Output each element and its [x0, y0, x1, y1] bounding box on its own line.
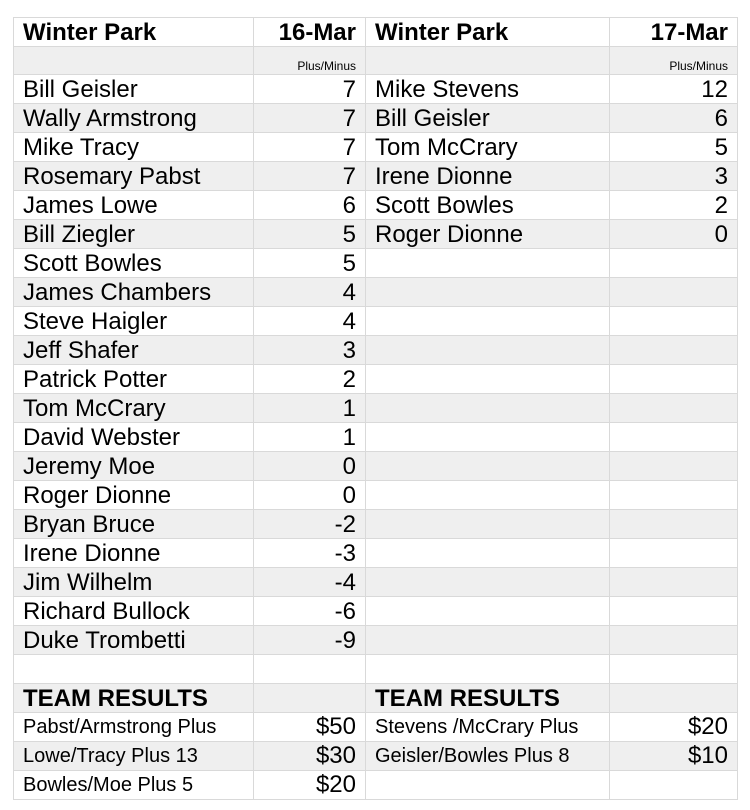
player-row: [14, 191, 738, 220]
left-player-score: 7: [254, 133, 366, 162]
empty-cell: [610, 307, 738, 336]
right-score-header: Plus/Minus: [610, 47, 738, 75]
right-player-score: 0: [610, 220, 738, 249]
left-player-score: 7: [254, 75, 366, 104]
right-player-name: Mike Stevens: [366, 75, 610, 104]
left-player-score: -2: [254, 510, 366, 539]
results-sheet-body: [14, 18, 738, 800]
results-sheet: [13, 17, 738, 800]
right-player-score: 2: [610, 191, 738, 220]
empty-cell: [366, 597, 610, 626]
empty-cell: [366, 568, 610, 597]
right-team-name: Geisler/Bowles Plus 8: [366, 742, 610, 771]
left-player-name: Patrick Potter: [14, 365, 254, 394]
left-player-score: 2: [254, 365, 366, 394]
empty-cell: [610, 771, 738, 800]
empty-cell: [610, 684, 738, 713]
empty-cell: [610, 278, 738, 307]
team-row: [14, 742, 738, 771]
empty-cell: [610, 539, 738, 568]
left-team-amount: $50: [254, 713, 366, 742]
right-team-amount: $10: [610, 742, 738, 771]
team-row: [14, 771, 738, 800]
left-player-name: Jim Wilhelm: [14, 568, 254, 597]
empty-cell: [610, 481, 738, 510]
spacer-row: [14, 655, 738, 684]
left-player-name: Bryan Bruce: [14, 510, 254, 539]
empty-cell: [610, 655, 738, 684]
player-row: [14, 307, 738, 336]
left-player-score: 0: [254, 481, 366, 510]
right-player-name: Irene Dionne: [366, 162, 610, 191]
left-player-name: Scott Bowles: [14, 249, 254, 278]
left-player-score: 5: [254, 220, 366, 249]
empty-cell: [366, 539, 610, 568]
empty-cell: [366, 365, 610, 394]
left-player-score: -9: [254, 626, 366, 655]
left-player-name: James Lowe: [14, 191, 254, 220]
team-row: [14, 713, 738, 742]
right-player-name: Scott Bowles: [366, 191, 610, 220]
left-player-name: Steve Haigler: [14, 307, 254, 336]
right-player-name: Roger Dionne: [366, 220, 610, 249]
empty-cell: [610, 423, 738, 452]
player-row: [14, 133, 738, 162]
player-row: [14, 626, 738, 655]
left-player-name: James Chambers: [14, 278, 254, 307]
subheader-row: [14, 47, 738, 75]
left-player-name: David Webster: [14, 423, 254, 452]
empty-cell: [366, 336, 610, 365]
player-row: [14, 452, 738, 481]
empty-cell: [610, 394, 738, 423]
player-row: [14, 423, 738, 452]
empty-cell: [610, 510, 738, 539]
empty-cell: [366, 249, 610, 278]
left-player-name: Roger Dionne: [14, 481, 254, 510]
right-player-name: Tom McCrary: [366, 133, 610, 162]
player-row: [14, 278, 738, 307]
right-team-name: Stevens /McCrary Plus: [366, 713, 610, 742]
empty-cell: [610, 365, 738, 394]
left-player-name: Rosemary Pabst: [14, 162, 254, 191]
left-player-score: -3: [254, 539, 366, 568]
empty-cell: [366, 655, 610, 684]
empty-cell: [14, 655, 254, 684]
player-row: [14, 104, 738, 133]
left-title: Winter Park: [14, 18, 254, 47]
empty-cell: [254, 655, 366, 684]
left-team-amount: $30: [254, 742, 366, 771]
empty-cell: [254, 684, 366, 713]
player-row: [14, 394, 738, 423]
left-player-name: Mike Tracy: [14, 133, 254, 162]
empty-cell: [366, 771, 610, 800]
empty-cell: [366, 47, 610, 75]
player-row: [14, 249, 738, 278]
left-team-amount: $20: [254, 771, 366, 800]
empty-cell: [366, 423, 610, 452]
left-player-score: 5: [254, 249, 366, 278]
left-player-score: 4: [254, 307, 366, 336]
left-player-score: 0: [254, 452, 366, 481]
left-player-name: Richard Bullock: [14, 597, 254, 626]
left-player-name: Irene Dionne: [14, 539, 254, 568]
right-team-title: TEAM RESULTS: [366, 684, 610, 713]
left-team-name: Bowles/Moe Plus 5: [14, 771, 254, 800]
player-row: [14, 597, 738, 626]
empty-cell: [366, 510, 610, 539]
left-player-score: 3: [254, 336, 366, 365]
player-row: [14, 568, 738, 597]
left-player-name: Duke Trombetti: [14, 626, 254, 655]
player-row: [14, 336, 738, 365]
left-team-title: TEAM RESULTS: [14, 684, 254, 713]
player-row: [14, 220, 738, 249]
left-player-name: Jeff Shafer: [14, 336, 254, 365]
player-row: [14, 75, 738, 104]
player-row: [14, 539, 738, 568]
left-team-name: Lowe/Tracy Plus 13: [14, 742, 254, 771]
left-player-score: -4: [254, 568, 366, 597]
left-player-score: 4: [254, 278, 366, 307]
empty-cell: [610, 626, 738, 655]
right-player-score: 5: [610, 133, 738, 162]
team-results-header-row: [14, 684, 738, 713]
header-row: [14, 18, 738, 47]
left-player-name: Tom McCrary: [14, 394, 254, 423]
left-player-name: Bill Geisler: [14, 75, 254, 104]
left-player-score: 1: [254, 394, 366, 423]
left-player-score: 1: [254, 423, 366, 452]
player-row: [14, 365, 738, 394]
empty-cell: [610, 597, 738, 626]
left-player-score: 7: [254, 104, 366, 133]
left-score-header: Plus/Minus: [254, 47, 366, 75]
right-date: 17-Mar: [610, 18, 738, 47]
right-player-score: 3: [610, 162, 738, 191]
player-row: [14, 162, 738, 191]
empty-cell: [14, 47, 254, 75]
left-player-score: 7: [254, 162, 366, 191]
right-player-score: 12: [610, 75, 738, 104]
left-player-name: Bill Ziegler: [14, 220, 254, 249]
empty-cell: [610, 568, 738, 597]
empty-cell: [610, 452, 738, 481]
player-row: [14, 481, 738, 510]
left-player-score: -6: [254, 597, 366, 626]
empty-cell: [366, 394, 610, 423]
left-date: 16-Mar: [254, 18, 366, 47]
empty-cell: [366, 278, 610, 307]
left-player-name: Jeremy Moe: [14, 452, 254, 481]
left-player-name: Wally Armstrong: [14, 104, 254, 133]
left-team-name: Pabst/Armstrong Plus: [14, 713, 254, 742]
right-team-amount: $20: [610, 713, 738, 742]
right-player-score: 6: [610, 104, 738, 133]
empty-cell: [366, 626, 610, 655]
right-player-name: Bill Geisler: [366, 104, 610, 133]
empty-cell: [366, 481, 610, 510]
right-title: Winter Park: [366, 18, 610, 47]
left-player-score: 6: [254, 191, 366, 220]
player-row: [14, 510, 738, 539]
empty-cell: [366, 452, 610, 481]
empty-cell: [610, 249, 738, 278]
empty-cell: [366, 307, 610, 336]
empty-cell: [610, 336, 738, 365]
